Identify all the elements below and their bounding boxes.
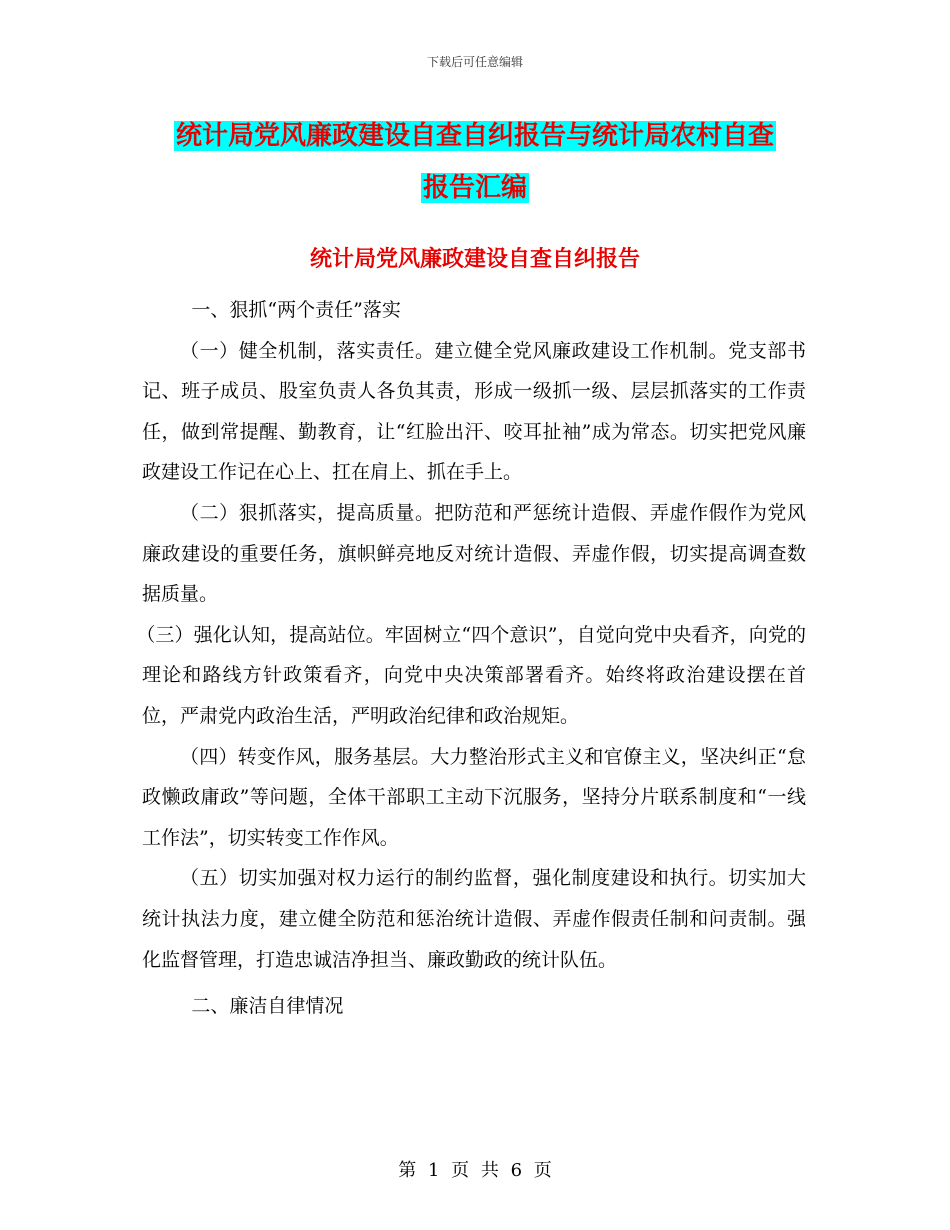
document-body: [136, 290, 806, 1027]
heading-one: 一、狠抓“两个责任”落实: [191, 299, 401, 321]
page-header-note: 下载后可任意编辑: [426, 55, 523, 69]
paragraph-item-1: （一）健全机制，落实责任。建立健全党风廉政建设工作机制。党支部书记、班子成员、股室负责人各负其责，形成一级抓一级、层层抓落实的工作责任，做到常提醒、勤教育，让“红脸出汗、咬耳扯袖”成为常态。切实把党风廉政建设工作记在心上、扛在肩上、抓在手上。: [142, 339, 806, 484]
paragraph-item-4: （四）转变作风，服务基层。大力整治形式主义和官僚主义，坚决纠正“怠政懒政庸政”等问题，全体干部职工主动下沉服务，坚持分片联系制度和“一线工作法”，切实转变工作作风。: [142, 745, 806, 849]
page-number: 第 1 页 共 6 页: [398, 1160, 552, 1181]
paragraph-item-5: （五）切实加强对权力运行的制约监督，强化制度建设和执行。切实加大统计执法力度，建立健全防范和惩治统计造假、弄虚作假责任制和问责制。强化监督管理，打造忠诚洁净担当、廉政勤政的统计队伍。: [142, 867, 806, 971]
section-title: 统计局党风廉政建设自查自纠报告: [309, 247, 640, 272]
title-line-1: 统计局党风廉政建设自查自纠报告与统计局农村自查: [175, 121, 774, 151]
paragraph-item-2: （二）狠抓落实，提高质量。把防范和严惩统计造假、弄虚作假作为党风廉政建设的重要任务，旗帜鲜亮地反对统计造假、弄虚作假，切实提高调查数据质量。: [142, 501, 806, 606]
heading-two: 二、廉洁自律情况: [191, 995, 344, 1018]
title-line-2: 报告汇编: [422, 173, 527, 203]
document-title: [0, 110, 950, 214]
paragraph-item-3: （三）强化认知，提高站位。牢固树立“四个意识”，自觉向党中央看齐，向党的理论和路线方针政策看齐，向党中央决策部署看齐。始终将政治建设摆在首位，严肃党内政治生活，严明政治纪律和政治规矩。: [136, 623, 806, 727]
